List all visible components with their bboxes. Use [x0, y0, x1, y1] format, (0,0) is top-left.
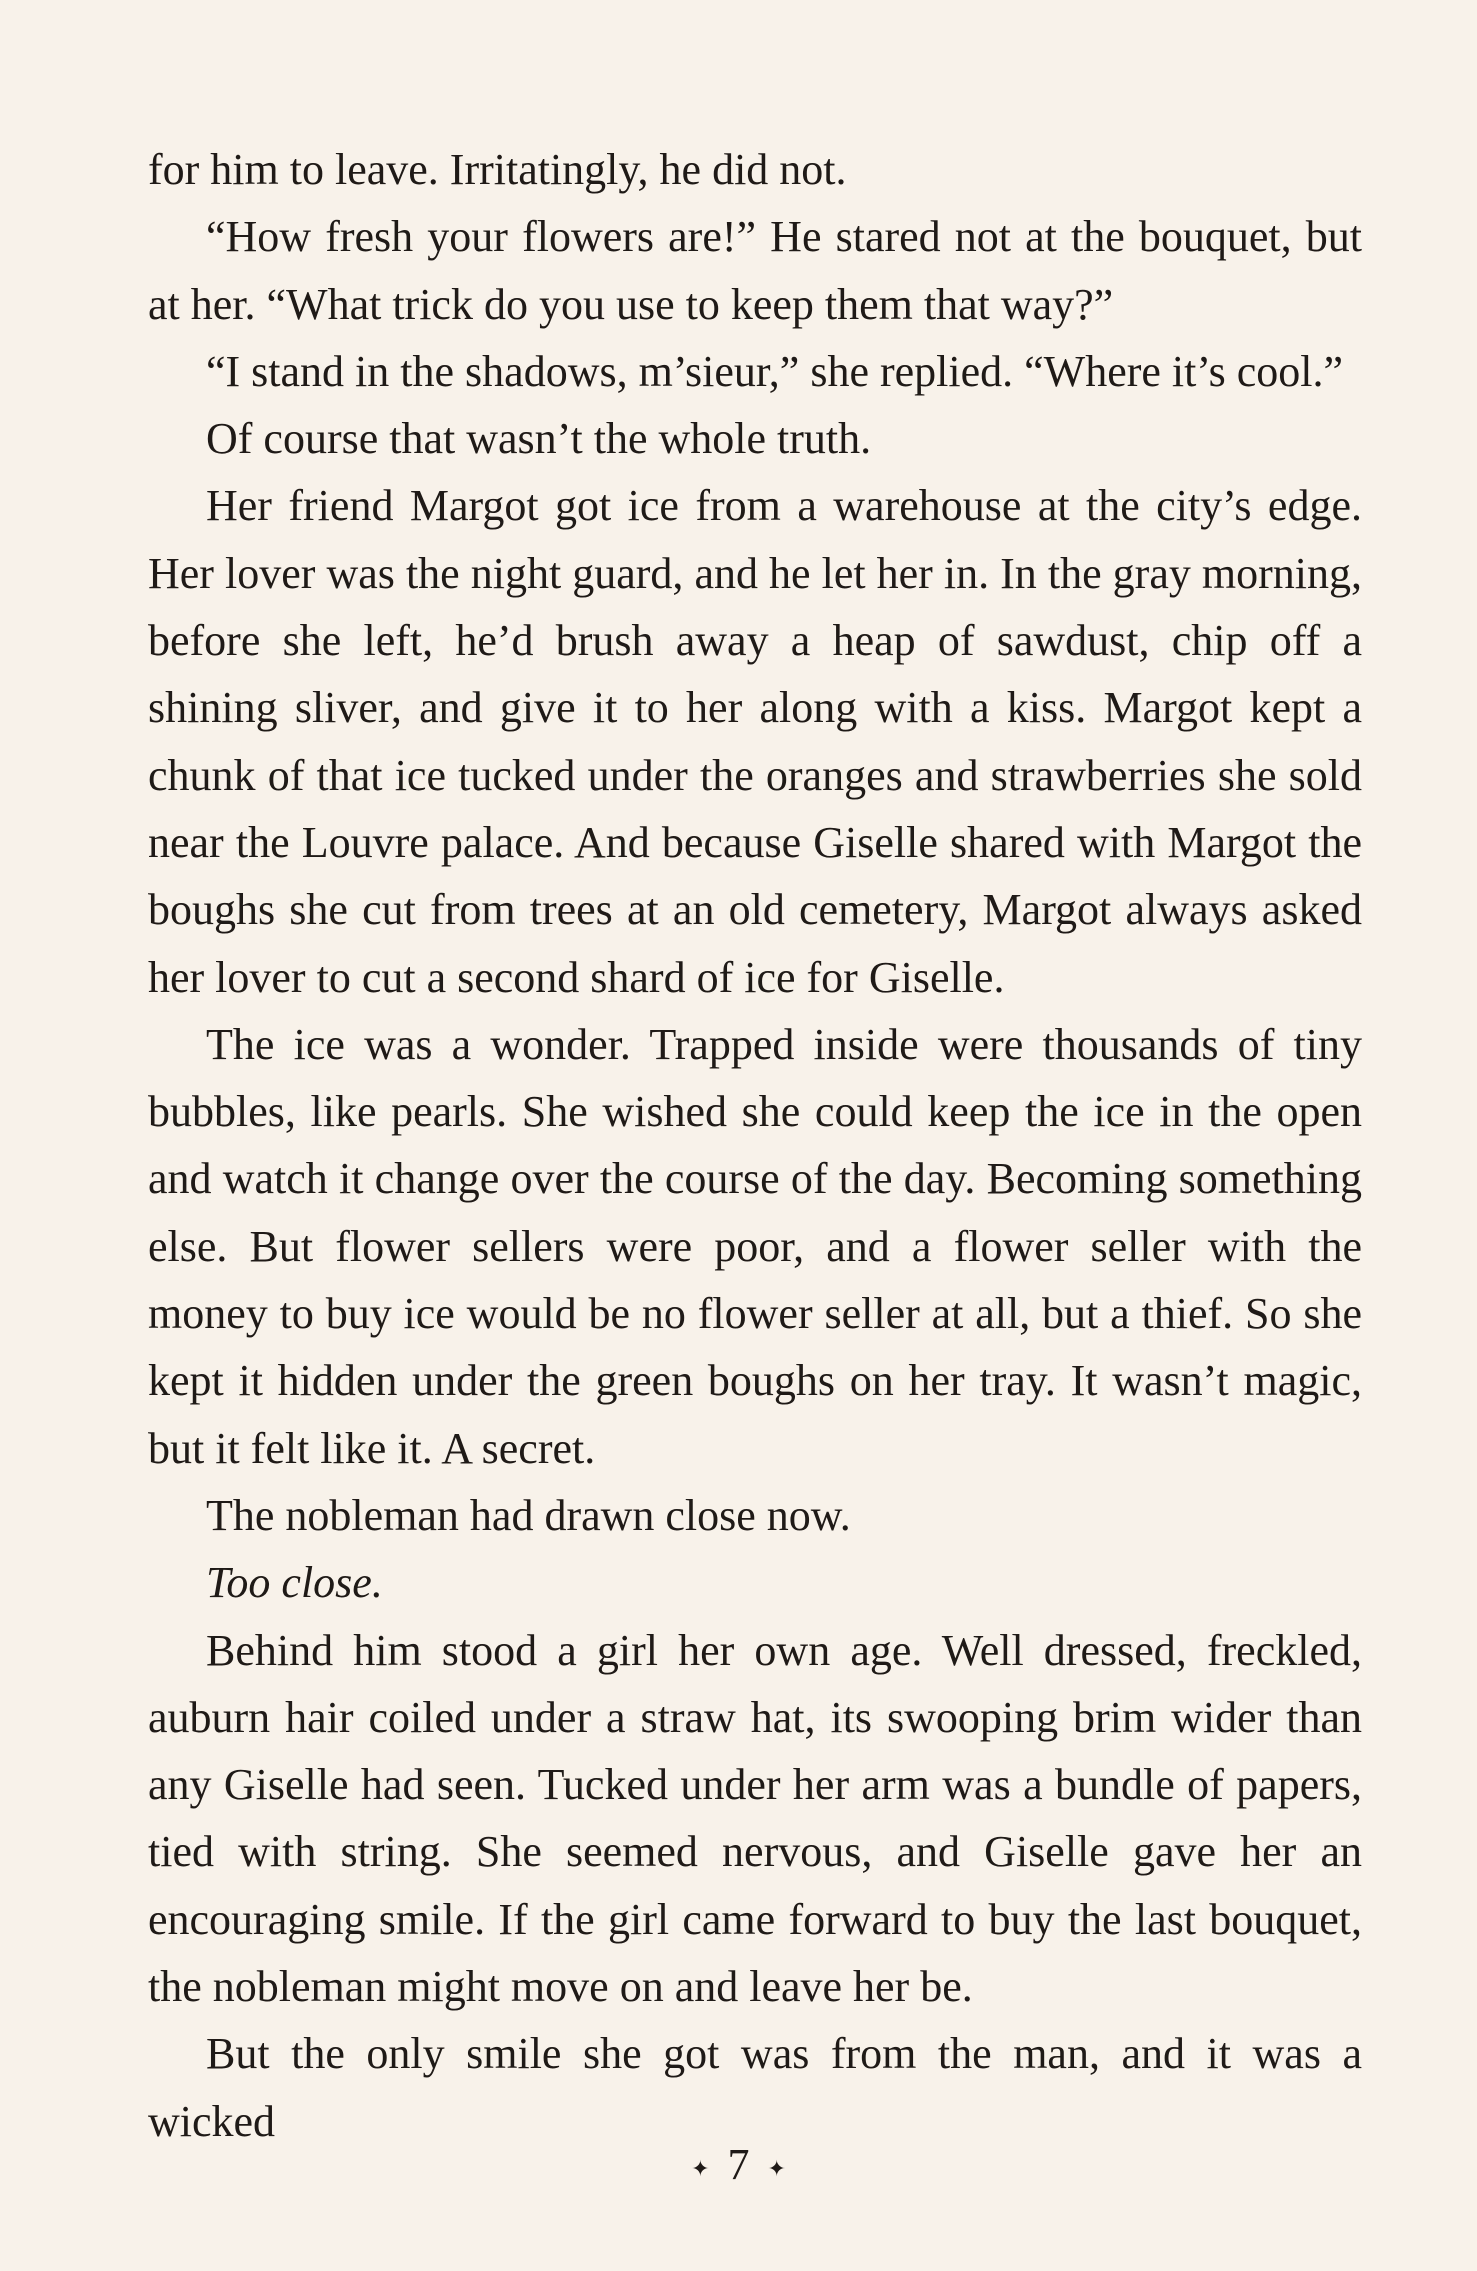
ornament-right-icon: ✦ — [767, 2155, 786, 2181]
paragraph-smile: But the only smile she got was from the man, and it was a wicked — [148, 2029, 1362, 2146]
page-number: 7 — [727, 2140, 750, 2189]
page-folio — [0, 2140, 1477, 2194]
paragraph-truth: Of course that wasn’t the whole truth. — [206, 414, 872, 464]
paragraph-continuation: for him to leave. Irritatingly, he did not. — [148, 145, 847, 194]
ornament-left-icon: ✦ — [691, 2155, 710, 2181]
body-text — [148, 136, 1362, 2155]
paragraph-girl: Behind him stood a girl her own age. Well dressed, freckled, auburn hair coiled under a straw hat, its swooping brim wider than any Giselle had seen. Tucked under her arm was a bundle of papers, tied with string. She seemed nervous, and Giselle gave her an encouraging smile. If the girl came forward to buy the last bouquet, the nobleman might move on and leave her be. — [148, 1625, 1362, 2012]
paragraph-ice: The ice was a wonder. Trapped inside were thousands of tiny bubbles, like pearls. She wished she could keep the ice in the open and watch it change over the course of the day. Becoming something else. But flower sellers were poor, and a flower seller with the money to buy ice would be no flower seller at all, but a thief. So she kept it hidden under the green boughs on her tray. It wasn’t magic, but it felt like it. A secret. — [148, 1019, 1362, 1473]
paragraph-margot: Her friend Margot got ice from a warehouse at the city’s edge. Her lover was the night guard, and he let her in. In the gray morning, before she left, he’d brush away a heap of sawdust, chip off a shining sliver, and give it to her along with a kiss. Margot kept a chunk of that ice tucked under the oranges and strawberries she sold near the Louvre palace. And because Giselle shared with Margot the boughs she cut from trees at an old cemetery, Margot always asked her lover to cut a second shard of ice for Giselle. — [148, 481, 1362, 1002]
paragraph-dialogue-giselle: “I stand in the shadows, m’sieur,” she replied. “Where it’s cool.” — [206, 346, 1343, 396]
paragraph-too-close: Too close. — [206, 1558, 383, 1608]
paragraph-nobleman-close: The nobleman had drawn close now. — [206, 1490, 851, 1540]
paragraph-dialogue-nobleman: “How fresh your flowers are!” He stared not at the bouquet, but at her. “What trick do you use to keep them that way?” — [148, 212, 1362, 329]
